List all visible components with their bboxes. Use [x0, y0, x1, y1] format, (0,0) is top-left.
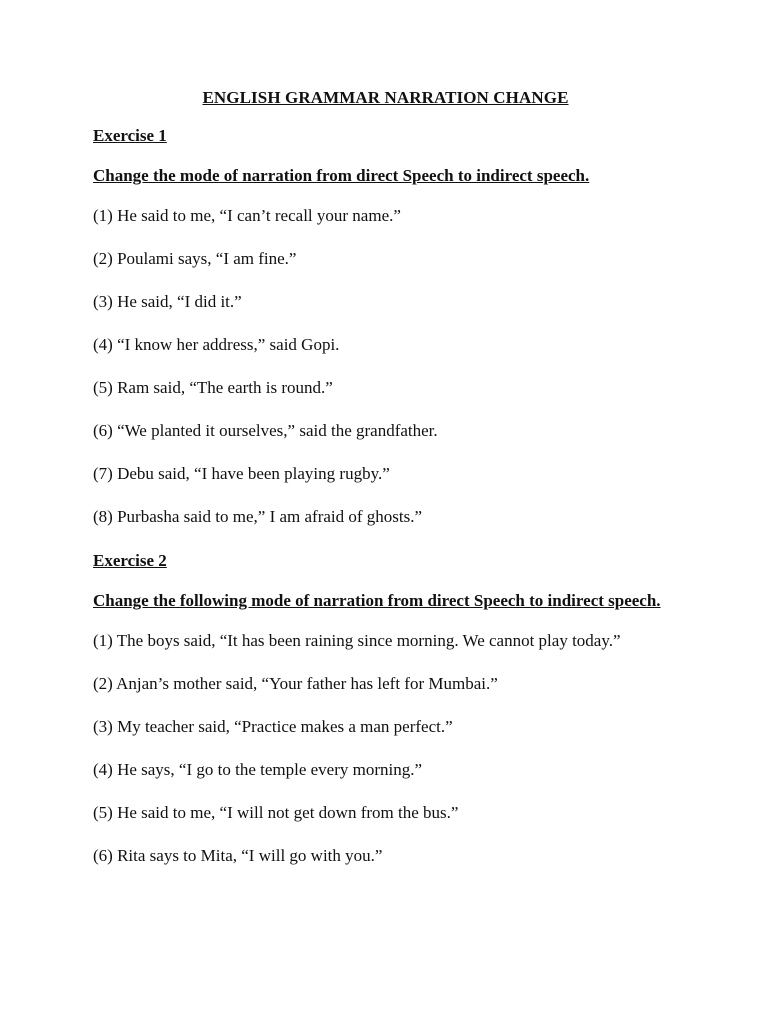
exercise-item: (5) Ram said, “The earth is round.”: [93, 378, 333, 397]
exercise-item: (2) Anjan’s mother said, “Your father has left for Mumbai.”: [93, 674, 498, 693]
exercise-2-heading: Exercise 2: [93, 551, 167, 570]
exercise-item: (3) He said, “I did it.”: [93, 292, 242, 311]
exercise-1-instruction: Change the mode of narration from direct Speech to indirect speech.: [93, 166, 590, 185]
exercise-2: [93, 549, 678, 867]
exercise-item: (5) He said to me, “I will not get down from the bus.”: [93, 803, 459, 822]
exercise-1-items: [93, 205, 678, 528]
exercise-2-items: [93, 630, 678, 867]
exercise-item: (1) The boys said, “It has been raining since morning. We cannot play today.”: [93, 631, 621, 650]
exercise-1: [93, 124, 678, 528]
exercise-item: (4) “I know her address,” said Gopi.: [93, 335, 340, 354]
document-title: ENGLISH GRAMMAR NARRATION CHANGE: [202, 88, 569, 107]
exercise-item: (6) “We planted it ourselves,” said the grandfather.: [93, 421, 438, 440]
exercise-item: (1) He said to me, “I can’t recall your name.”: [93, 206, 401, 225]
exercise-2-instruction: Change the following mode of narration from direct Speech to indirect speech.: [93, 591, 661, 610]
exercise-item: (3) My teacher said, “Practice makes a man perfect.”: [93, 717, 453, 736]
exercise-item: (2) Poulami says, “I am fine.”: [93, 249, 297, 268]
exercise-item: (6) Rita says to Mita, “I will go with you.”: [93, 846, 383, 865]
exercise-item: (8) Purbasha said to me,” I am afraid of ghosts.”: [93, 507, 423, 526]
exercise-item: (7) Debu said, “I have been playing rugby.”: [93, 464, 390, 483]
exercise-1-heading: Exercise 1: [93, 126, 167, 145]
exercise-item: (4) He says, “I go to the temple every morning.”: [93, 760, 423, 779]
